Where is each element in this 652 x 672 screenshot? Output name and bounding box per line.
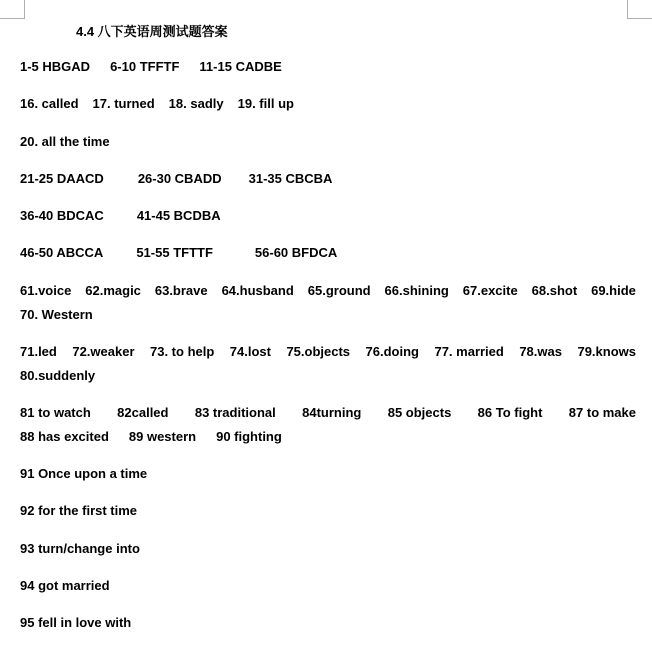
answer-paragraph-1-15 — [20, 55, 636, 79]
answer-89: 89 western — [128, 429, 197, 444]
answer-16: 16. called — [20, 96, 79, 111]
answer-64: 64.husband — [221, 283, 294, 298]
answer-26-30: 26-30 CBADD — [137, 171, 222, 186]
document-title: 4.4 八下英语周测试题答案 — [76, 24, 228, 39]
answer-84: 84turning — [302, 405, 362, 420]
answer-82: 82called — [117, 405, 169, 420]
answer-6-10: 6-10 TFFTF — [110, 59, 180, 74]
answer-paragraph-91 — [20, 462, 636, 486]
answer-65: 65.ground — [307, 283, 371, 298]
answer-71: 71.led — [20, 344, 57, 359]
answer-67: 67.excite — [462, 283, 518, 298]
answer-74: 74.lost — [229, 344, 271, 359]
answer-88: 88 has excited — [20, 429, 109, 444]
answer-92: 92 for the first time — [20, 503, 138, 518]
answer-paragraph-21-35 — [20, 167, 636, 191]
answer-17: 17. turned — [92, 96, 155, 111]
answer-21-25: 21-25 DAACD — [20, 171, 104, 186]
answer-78: 78.was — [519, 344, 562, 359]
answer-80: 80.suddenly — [20, 368, 96, 383]
answer-paragraph-61-70 — [20, 279, 636, 327]
answer-11-15: 11-15 CADBE — [199, 59, 282, 74]
answer-72: 72.weaker — [72, 344, 135, 359]
answer-81: 81 to watch — [20, 405, 91, 420]
answer-61: 61.voice — [20, 283, 72, 298]
answer-69: 69.hide — [591, 283, 636, 298]
answer-94: 94 got married — [20, 578, 110, 593]
answer-95: 95 fell in love with — [20, 615, 132, 630]
answer-paragraph-46-60 — [20, 241, 636, 265]
answer-56-60: 56-60 BFDCA — [254, 245, 338, 260]
page-corner-mark-left — [0, 0, 25, 19]
answer-18: 18. sadly — [168, 96, 224, 111]
answer-paragraph-20 — [20, 130, 636, 154]
answer-87: 87 to make — [568, 405, 636, 420]
answer-70: 70. Western — [20, 307, 93, 322]
answer-51-55: 51-55 TFTTF — [136, 245, 213, 260]
answer-86: 86 To fight — [477, 405, 543, 420]
answer-paragraph-93 — [20, 537, 636, 561]
answer-paragraph-92 — [20, 499, 636, 523]
answer-77: 77. married — [434, 344, 504, 359]
answer-83: 83 traditional — [194, 405, 276, 420]
answer-19: 19. fill up — [237, 96, 294, 111]
page-corner-mark-right — [627, 0, 652, 19]
answer-62: 62.magic — [85, 283, 141, 298]
answer-73: 73. to help — [150, 344, 215, 359]
answer-93: 93 turn/change into — [20, 541, 140, 556]
answer-66: 66.shining — [384, 283, 449, 298]
answer-75: 75.objects — [286, 344, 351, 359]
answer-46-50: 46-50 ABCCA — [20, 245, 104, 260]
answer-paragraph-81-90 — [20, 401, 636, 449]
answer-76: 76.doing — [365, 344, 419, 359]
answer-68: 68.shot — [531, 283, 578, 298]
answer-paragraph-36-45 — [20, 204, 636, 228]
answer-paragraph-95 — [20, 611, 636, 635]
answer-31-35: 31-35 CBCBA — [248, 171, 333, 186]
answer-paragraph-16-19 — [20, 92, 636, 116]
answer-paragraph-71-80 — [20, 340, 636, 388]
answer-1-5: 1-5 HBGAD — [20, 59, 91, 74]
answer-paragraph-94 — [20, 574, 636, 598]
answer-63: 63.brave — [154, 283, 208, 298]
answer-41-45: 41-45 BCDBA — [136, 208, 221, 223]
answer-91: 91 Once upon a time — [20, 466, 148, 481]
answer-20: 20. all the time — [20, 134, 110, 149]
answer-85: 85 objects — [387, 405, 452, 420]
answer-79: 79.knows — [577, 344, 636, 359]
answer-90: 90 fighting — [216, 429, 282, 444]
answer-36-40: 36-40 BDCAC — [20, 208, 104, 223]
